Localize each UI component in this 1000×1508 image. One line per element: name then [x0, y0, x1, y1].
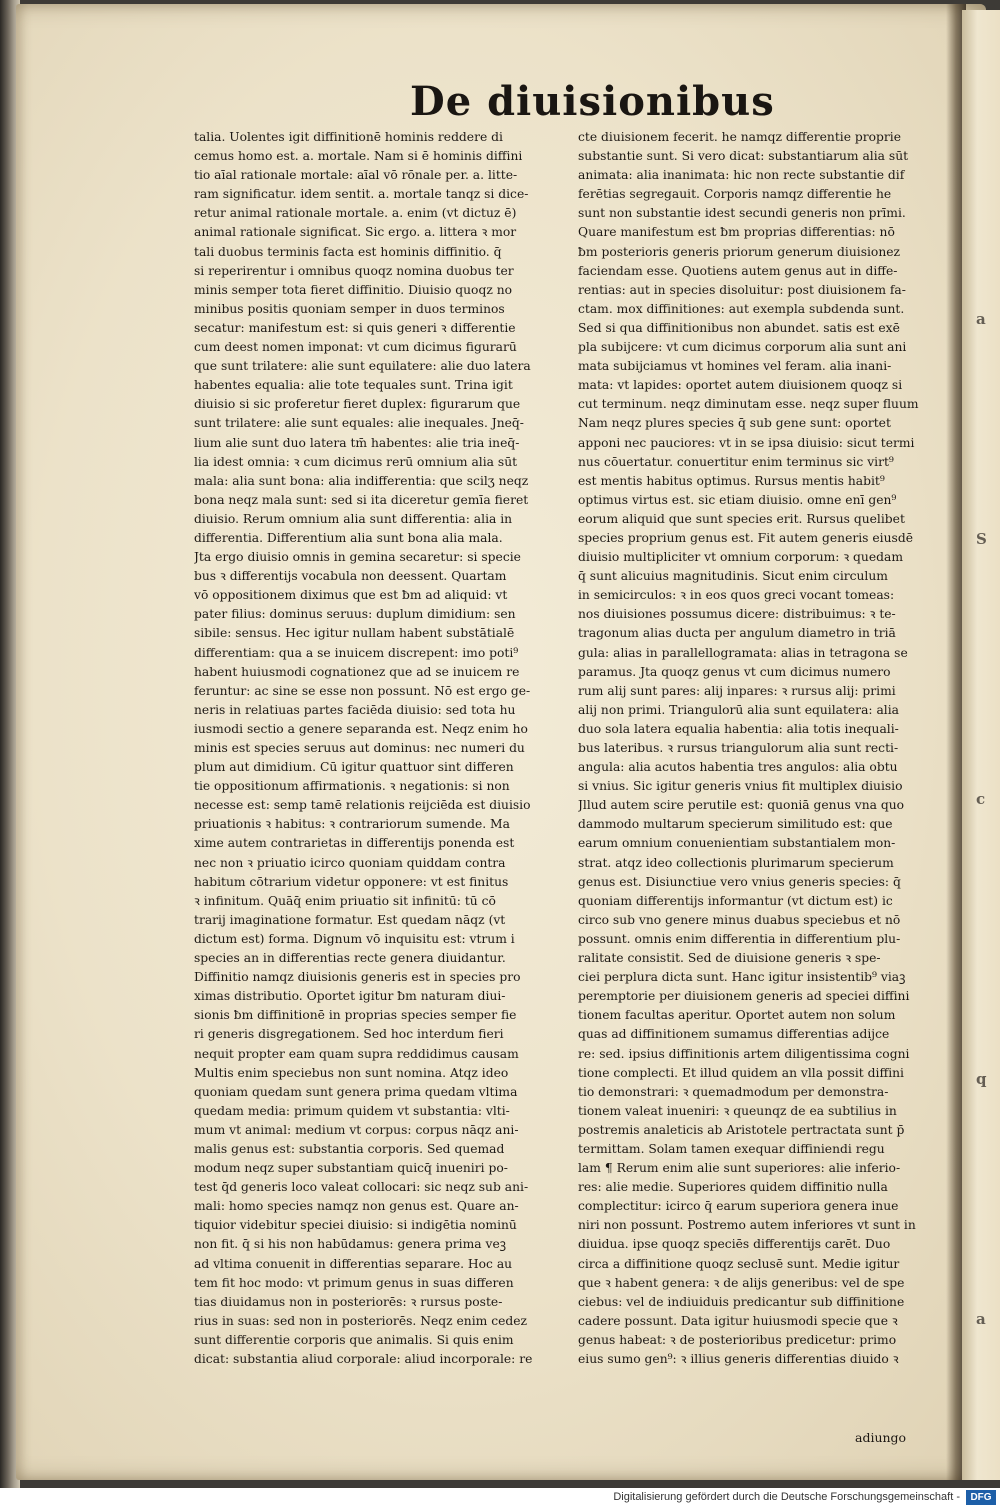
text-line: minis est species seruus aut dominus: nec numeri du: [194, 741, 525, 755]
text-line: ri generis disgregationem. Sed hoc interdum fieri: [194, 1027, 504, 1042]
facing-page-glyph: q: [976, 1070, 987, 1088]
text-line: Diffinitio namqz diuisionis generis est in species pro: [194, 970, 521, 985]
text-line: ralitate consistit. Sed de diuisione generis ꝛ spe-: [578, 951, 881, 966]
text-line: eorum aliquid que sunt species erit. Rursus quelibet: [578, 511, 905, 526]
text-line: necesse est: semp tamē relationis reijciēda est diuisio: [194, 798, 531, 813]
text-line: in semicirculos: ꝛ in eos quos greci vocant tomeas:: [578, 588, 895, 603]
text-line: diuisio multipliciter vt omnium corporum: ꝛ quedam: [578, 550, 903, 565]
text-line: ꝛ infinitum. Quāq̄ enim priuatio sit infinitū: tū cō: [194, 893, 496, 908]
text-line: priuationis ꝛ habitus: ꝛ contrariorum sumende. Ma: [194, 817, 510, 832]
text-line: plum aut dimidium. Cū igitur quattuor sint differen: [194, 760, 514, 775]
text-line: duo sola latera equalia habentia: alia totis inequali-: [578, 721, 899, 736]
text-line: complectitur: icirco q̄ earum superiora genera inue: [578, 1199, 899, 1214]
text-line: sionis ƀm diffinitionē in proprias species semper fie: [194, 1008, 517, 1023]
text-line: substantie sunt. Si vero dicat: substantiarum alia sūt: [578, 149, 909, 164]
text-line: eius sumo gen⁹: ꝛ illius generis differentias diuido ꝛ: [578, 1352, 899, 1366]
text-line: bus lateribus. ꝛ rursus triangulorum alia sunt recti-: [578, 741, 899, 755]
facing-page-glyph: a: [976, 1310, 986, 1328]
text-line: tio demonstrari: ꝛ quemadmodum per demonstra-: [578, 1084, 889, 1099]
text-line: est mentis habitus optimus. Rursus mentis habit⁹: [578, 473, 885, 488]
text-line: peremptorie per diuisionem generis ad speciei diffini: [578, 989, 910, 1004]
text-line: possunt. omnis enim differentia in differentium plu-: [578, 931, 901, 946]
text-line: tionem valeat inueniri: ꝛ queunqz de ea subtilius in: [578, 1103, 897, 1118]
text-line: Nam neqz plures species q̄ sub gene sunt: oportet: [578, 416, 891, 431]
text-line: modum neqz super substantiam quicq̄ inueniri po-: [194, 1161, 508, 1176]
text-line: retur animal rationale mortale. a. enim (vt dictuz ē): [194, 206, 517, 221]
text-line: genus est. Disiunctiue vero vnius generis species: q̄: [578, 874, 901, 889]
text-line: differentiam: qua a se inuicem discrepent: imo poti⁹: [194, 645, 519, 660]
text-line: ctam. mox diffinitiones: aut exempla subdenda sunt.: [578, 301, 905, 316]
page-heading: De diuisionibus: [410, 78, 775, 125]
right-text-column: [578, 128, 940, 1369]
text-line: mata subijciamus vt homines vel feram. alia inani-: [578, 359, 892, 374]
text-line: vō oppositionem diximus que est ƀm ad aliquid: vt: [194, 588, 508, 603]
text-line: cte diuisionem fecerit. he namqz differentie proprie: [578, 130, 901, 144]
text-line: mala: alia sunt bona: alia indifferentia: que scilʒ neqz: [194, 473, 529, 488]
text-line: optimus virtus est. sic etiam diuisio. omne enī gen⁹: [578, 492, 897, 507]
text-line: genus habeat: ꝛ de posterioribus predicetur: primo: [578, 1332, 897, 1347]
text-line: iusmodi sectio a genere separanda est. Neqz enim ho: [194, 721, 528, 736]
dfg-logo: DFG: [966, 1490, 996, 1505]
text-line: ram significatur. idem sentit. a. mortale tanqz si dice-: [194, 187, 529, 202]
text-line: animal rationale significat. Sic ergo. a. littera ꝛ mor: [194, 225, 517, 240]
text-line: bus ꝛ differentijs vocabula non deessent. Quartam: [194, 569, 507, 584]
text-line: circo sub vno genere minus duabus speciebus et nō: [578, 912, 901, 927]
facing-page-glyph: a: [976, 310, 986, 328]
text-line: animata: alia inanimata: hic non recte substantie dif: [578, 168, 905, 183]
text-line: alij non primi. Triangulorū alia sunt equilatera: alia: [578, 702, 899, 717]
text-line: ƀm posterioris generis priorum generum diuisionez: [578, 244, 901, 259]
text-line: nequit propter eam quam supra reddidimus causam: [194, 1046, 519, 1061]
text-line: postremis analeticis ab Aristotele pertractata sunt p̄: [578, 1122, 905, 1137]
text-line: lam ¶ Rerum enim alie sunt superiores: alie inferio-: [578, 1161, 901, 1176]
text-line: tali duobus terminis facta est hominis diffinitio. q̄: [194, 244, 502, 259]
text-line: cum deest nomen imponat: vt cum dicimus figurarū: [194, 340, 517, 355]
text-line: ximas distributio. Oportet igitur ƀm naturam diui-: [194, 989, 506, 1004]
text-line: Sed si qua diffinitionibus non abundet. satis est exē: [578, 320, 900, 335]
text-line: que ꝛ habent genera: ꝛ de alijs generibus: vel de spe: [578, 1275, 905, 1290]
text-line: earum omnium conuenientiam substantialem mon-: [578, 836, 896, 851]
text-line: sunt trilatere: alie sunt equales: alie inequales. Jneq̄-: [194, 416, 524, 431]
text-line: dammodo multarum specierum similitudo est: que: [578, 817, 893, 832]
text-line: Quare manifestum est ƀm proprias differentias: nō: [578, 225, 895, 240]
text-line: mata: vt lapides: oportet autem diuisionem quoqz si: [578, 378, 903, 393]
text-line: lia idest omnia: ꝛ cum dicimus rerū omnium alia sūt: [194, 454, 518, 469]
text-line: xime autem contrarietas in differentijs ponenda est: [194, 836, 515, 851]
text-line: tione complecti. Et illud quidem an vlla possit diffini: [578, 1065, 904, 1080]
facing-page-glyph: c: [976, 790, 986, 808]
text-line: quas ad diffinitionem sumamus differentias adijce: [578, 1027, 890, 1042]
text-line: cemus homo est. a. mortale. Nam si ē hominis diffini: [194, 149, 523, 164]
text-line: nus cōuertatur. conuertitur enim terminus sic virt⁹: [578, 454, 894, 469]
text-line: dictum est) forma. Dignum vō inquisitu est: vtrum i: [194, 931, 515, 946]
text-line: quoniam differentijs informantur (vt dictum est) ic: [578, 893, 893, 908]
text-line: pater filius: dominus seruus: duplum dimidium: sen: [194, 607, 516, 622]
text-line: q̄ sunt alicuius magnitudinis. Sicut enim circulum: [578, 569, 888, 584]
text-line: quoniam quedam sunt genera prima quedam vltima: [194, 1084, 518, 1099]
text-line: strat. atqz ideo collectionis plurimarum specierum: [578, 855, 894, 870]
text-line: si reperirentur i omnibus quoqz nomina duobus ter: [194, 263, 514, 278]
text-line: pla subijcere: vt cum dicimus corporum alia sunt ani: [578, 340, 907, 355]
text-line: si vnius. Sic igitur generis vnius fit multiplex diuisio: [578, 779, 903, 794]
text-line: minibus positis quoniam semper in duos terminos: [194, 301, 505, 316]
text-line: tionem facultas aperitur. Oportet autem non solum: [578, 1008, 896, 1023]
text-line: minis semper tota fieret diffinitio. Diuisio quoqz no: [194, 282, 513, 297]
text-line: mali: homo species namqz non genus est. Quare an-: [194, 1199, 519, 1214]
text-line: cut terminum. neqz diminutam esse. neqz super fluum: [578, 397, 919, 412]
text-line: tio aīal rationale mortale: aīal vō rōnale per. a. litte-: [194, 168, 518, 183]
text-line: ad vltima conuenit in differentias separare. Hoc au: [194, 1256, 513, 1271]
text-line: trarij imaginatione formatur. Est quedam nāqz (vt: [194, 912, 506, 927]
text-line: rum alij sunt pares: alij inpares: ꝛ rursus alij: primi: [578, 683, 896, 698]
text-line: talia. Uolentes igit diffinitionē hominis reddere di: [194, 130, 503, 144]
text-line: Jllud autem scire perutile est: quoniā genus vna quo: [578, 798, 905, 813]
text-line: secatur: manifestum est: si quis generi ꝛ differentie: [194, 320, 516, 335]
text-line: feruntur: ac sine se esse non possunt. Nō est ergo ge-: [194, 683, 531, 698]
catchword: adiungo: [855, 1430, 907, 1445]
text-line: tiquior videbitur speciei diuisio: si indigētia nominū: [194, 1218, 517, 1233]
text-line: Jta ergo diuisio omnis in gemina secaretur: si specie: [194, 550, 521, 565]
text-line: diuidua. ipse quoqz speciēs differentijs carēt. Duo: [578, 1237, 891, 1252]
text-line: res: alie medie. Superiores quidem diffinitio nulla: [578, 1180, 888, 1195]
left-text-column: [194, 128, 554, 1369]
text-line: dicat: substantia aliud corporale: aliud incorporale: re: [194, 1352, 533, 1366]
text-line: habitum cōtrarium videtur opponere: vt est finitus: [194, 874, 509, 889]
text-line: ciebus: vel de indiuiduis predicantur sub diffinitione: [578, 1294, 905, 1309]
text-line: sibile: sensus. Hec igitur nullam habent substātialē: [194, 626, 515, 641]
text-line: faciendam esse. Quotiens autem genus aut in diffe-: [578, 263, 898, 278]
text-line: re: sed. ipsius diffinitionis artem diligentissima cogni: [578, 1046, 910, 1061]
footer-bar: [0, 1488, 1000, 1508]
text-line: termittam. Solam tamen exequar diffiniendi regu: [578, 1141, 885, 1156]
text-line: malis genus est: substantia corporis. Sed quemad: [194, 1141, 505, 1156]
text-line: species proprium genus est. Fit autem generis eiusdē: [578, 530, 913, 545]
text-line: tem fit hoc modo: vt primum genus in suas differen: [194, 1275, 514, 1290]
text-line: Multis enim speciebus non sunt nomina. Atqz ideo: [194, 1065, 509, 1080]
text-line: circa a diffinitione quoqz seclusē sunt. Medie igitur: [578, 1256, 900, 1271]
text-line: bona neqz mala sunt: sed si ita diceretur gemīa fieret: [194, 492, 529, 507]
text-line: differentia. Differentium alia sunt bona alia mala.: [194, 530, 503, 545]
text-line: que sunt trilatere: alie sunt equilatere: alie duo latera: [194, 359, 531, 374]
text-line: species an in differentias recte genera diuidantur.: [194, 951, 506, 966]
text-line: diuisio si sic proferetur fieret duplex: figurarum que: [194, 397, 521, 412]
text-line: niri non possunt. Postremo autem inferiores vt sunt in: [578, 1218, 916, 1233]
text-line: lium alie sunt duo latera tm̄ habentes: alie tria ineq̄-: [194, 435, 520, 450]
text-line: non fit. q̄ si his non habūdamus: genera prima veꝫ: [194, 1237, 507, 1252]
text-line: gula: alias in parallellogramata: alias in tetragona se: [578, 645, 908, 660]
text-line: rentias: aut in species disoluitur: post diuisionem fa-: [578, 282, 906, 297]
text-line: habentes equalia: alie tote tequales sunt. Trina igit: [194, 378, 513, 393]
facing-page-glyph: S: [976, 530, 987, 548]
text-line: quedam media: primum quidem vt substantia: vlti-: [194, 1103, 510, 1118]
text-line: cadere possunt. Data igitur huiusmodi specie que ꝛ: [578, 1313, 898, 1328]
text-line: sunt non substantie idest secundi generis non prīmi.: [578, 206, 906, 221]
text-line: paramus. Jta quoqz genus vt cum dicimus numero: [578, 664, 891, 679]
facing-page-edge: [962, 10, 1000, 1480]
text-line: apponi nec pauciores: vt in se ipsa diuisio: sicut termi: [578, 435, 915, 450]
text-line: habent huiusmodi cognationez que ad se inuicem re: [194, 664, 520, 679]
text-line: sunt differentie corporis que animalis. Si quis enim: [194, 1332, 514, 1347]
text-line: neris in relatiuas partes faciēda diuisio: sed tota hu: [194, 702, 516, 717]
text-line: rius in suas: sed non in posteriorēs. Neqz enim cedez: [194, 1313, 528, 1328]
text-line: tias diuidamus non in posteriorēs: ꝛ rursus poste-: [194, 1294, 503, 1309]
text-line: diuisio. Rerum omnium alia sunt differentia: alia in: [194, 511, 513, 526]
text-line: tragonum alias ducta per angulum diametro in triā: [578, 626, 896, 641]
text-line: angula: alia acutos habentia tres angulos: alia obtu: [578, 760, 898, 775]
text-line: nec non ꝛ priuatio icirco quoniam quiddam contra: [194, 855, 506, 870]
text-line: ciei perplura dicta sunt. Hanc igitur insistentib⁹ viaꝫ: [578, 970, 906, 985]
text-line: test q̄d generis loco valeat collocari: sic neqz sub ani-: [194, 1180, 529, 1195]
text-line: mum vt animal: medium vt corpus: corpus nāqz ani-: [194, 1122, 519, 1137]
text-line: nos diuisiones possumus dicere: distribuimus: ꝛ te-: [578, 607, 896, 622]
text-line: ferētias segregauit. Corporis namqz differentie he: [578, 187, 892, 202]
text-line: tie oppositionum affirmationis. ꝛ negationis: si non: [194, 779, 510, 794]
footer-credit: Digitalisierung gefördert durch die Deutsche Forschungsgemeinschaft -: [613, 1491, 960, 1503]
